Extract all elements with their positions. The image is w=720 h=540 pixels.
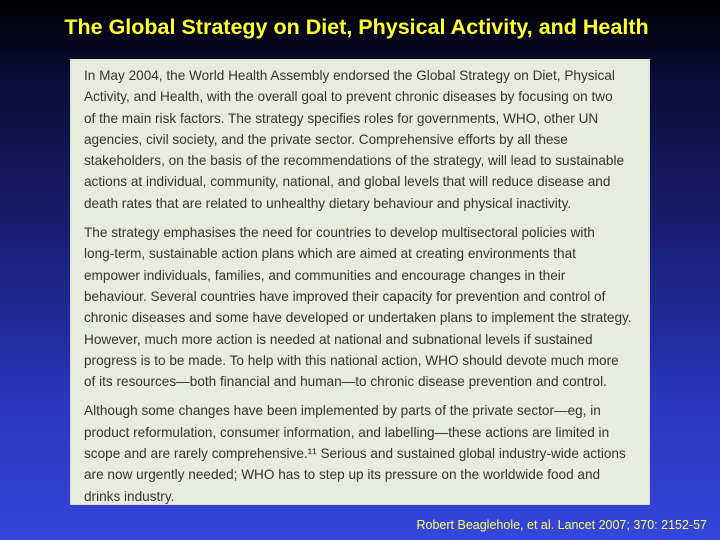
paragraph-line: are now urgently needed; WHO has to step up its pressure on the worldwide food and: [84, 467, 601, 483]
paragraph-line: stakeholders, on the basis of the recommendations of the strategy, will lead to sustainable: [84, 153, 625, 169]
paragraph-line: progress is to be made. To help with this national action, WHO should devote much more: [84, 352, 619, 368]
paragraph-line: of its resources—both financial and human—to chronic disease prevention and control.: [84, 374, 607, 390]
paragraph-line: long-term, sustainable action plans which are aimed at creating environments that: [84, 246, 576, 262]
paragraph-line: However, much more action is needed at national and subnational levels if sustained: [84, 331, 593, 347]
paragraph-line: behaviour. Several countries have improved their capacity for prevention and control of: [84, 288, 606, 304]
paragraph-line: In May 2004, the World Health Assembly endorsed the Global Strategy on Diet, Physical: [84, 68, 615, 83]
paragraph-line: drinks industry.: [84, 488, 175, 504]
paragraph-line: chronic diseases and some have developed or undertaken plans to implement the strategy.: [84, 310, 632, 326]
paragraph-line: empower individuals, families, and communities and encourage changes in their: [84, 267, 566, 283]
paragraph-line: The strategy emphasises the need for countries to develop multisectoral policies with: [84, 225, 595, 241]
slide-title: The Global Strategy on Diet, Physical Activity, and Health: [64, 15, 649, 39]
paragraph-line: Activity, and Health, with the overall goal to prevent chronic diseases by focusing on two: [84, 89, 613, 105]
paragraph-line: agencies, civil society, and the private sector. Comprehensive efforts by all these: [84, 131, 568, 147]
paragraph-line: death rates that are related to unhealthy dietary behaviour and physical inactivity.: [84, 195, 572, 211]
paragraph-2: [84, 222, 641, 392]
quote-panel: [70, 59, 650, 505]
paragraph-line: product reformulation, consumer information, and labelling—these actions are limited in: [84, 424, 610, 440]
paragraph-line: Although some changes have been implemented by parts of the private sector—eg, in: [84, 403, 601, 419]
paragraph-1: [84, 65, 641, 214]
paragraph-3: [84, 400, 641, 506]
citation: Robert Beaglehole, et al. Lancet 2007; 370: 2152-57: [416, 518, 707, 532]
paragraph-line: scope and are rarely comprehensive.¹¹ Serious and sustained global industry-wide actions: [84, 446, 626, 462]
paragraph-line: actions at individual, community, national, and global levels that will reduce disease and: [84, 174, 611, 190]
paragraph-line: of the main risk factors. The strategy specifies roles for governments, WHO, other UN: [84, 110, 599, 126]
